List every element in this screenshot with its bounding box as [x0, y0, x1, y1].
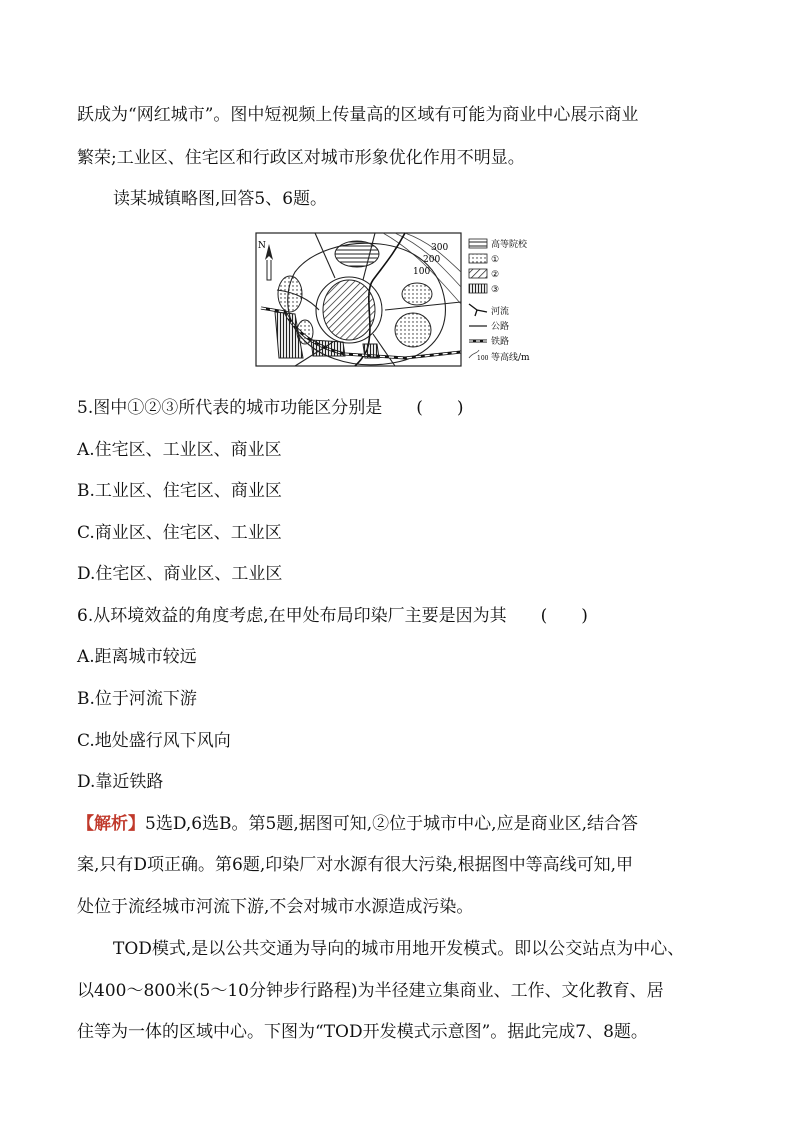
- legend-university-swatch: [469, 239, 487, 248]
- contour-label-300: 300: [431, 243, 449, 253]
- university-zone: [335, 241, 379, 267]
- legend-contour: 等高线/m: [491, 353, 530, 363]
- legend-university: 高等院校: [491, 240, 528, 250]
- legend-zone-2-swatch: [469, 269, 487, 278]
- zone-1-east: [402, 283, 432, 305]
- zone-3-south: [311, 340, 345, 356]
- q6-option-a: A.距离城市较远: [77, 647, 197, 667]
- legend-zone-1: ①: [491, 255, 500, 265]
- analysis-text-1: 5选D,6选B。第5题,据图可知,②位于城市中心,应是商业区,结合答: [145, 814, 638, 834]
- tod-line-2: 以400～800米(5～10分钟步行路程)为半径建立集商业、工作、文化教育、居: [77, 981, 664, 1001]
- q5-option-d: D.住宅区、商业区、工业区: [77, 564, 283, 584]
- town-map-figure: [255, 232, 555, 368]
- zone-3-river: [363, 344, 379, 358]
- q6-stem: 6.从环境效益的角度考虑,在甲处布局印染厂主要是因为其 ( ): [77, 606, 588, 626]
- contour-label-100: 100: [413, 267, 431, 277]
- tod-line-1: TOD模式,是以公共交通为导向的城市用地开发模式。即以公交站点为中心、: [113, 939, 685, 959]
- legend-contour-value: 100: [477, 355, 489, 362]
- legend-road: 公路: [491, 322, 510, 332]
- q5-stem: 5.图中①②③所代表的城市功能区分别是 ( ): [77, 398, 464, 418]
- legend-river: 河流: [491, 307, 510, 317]
- map-legend: [469, 238, 530, 363]
- legend-river-icon: [469, 304, 487, 316]
- analysis-tag: 【解析】: [77, 814, 145, 834]
- q5-option-c: C.商业区、住宅区、工业区: [77, 523, 282, 543]
- legend-zone-3-swatch: [469, 284, 487, 293]
- analysis-line-1: [77, 812, 638, 836]
- intro-line-1: 跃成为“网红城市”。图中短视频上传量高的区域有可能为商业中心展示商业: [77, 105, 639, 125]
- zone-1-southeast: [395, 313, 431, 347]
- q6-option-c: C.地处盛行风下风向: [77, 731, 231, 751]
- analysis-line-2: 案,只有D项正确。第6题,印染厂对水源有很大污染,根据图中等高线可知,甲: [77, 855, 634, 875]
- zone-2-center: [323, 280, 375, 340]
- legend-railway: 铁路: [491, 337, 510, 347]
- q6-option-d: D.靠近铁路: [77, 772, 164, 792]
- intro-line-2: 繁荣;工业区、住宅区和行政区对城市形象优化作用不明显。: [77, 148, 525, 168]
- map-lead-text: 读某城镇略图,回答5、6题。: [113, 189, 328, 209]
- q5-option-a: A.住宅区、工业区、商业区: [77, 440, 282, 460]
- contour-label-200: 200: [423, 255, 441, 265]
- zone-1-west: [278, 276, 302, 312]
- analysis-line-3: 处位于流经城市河流下游,不会对城市水源造成污染。: [77, 897, 474, 917]
- tod-line-3: 住等为一体的区域中心。下图为“TOD开发模式示意图”。据此完成7、8题。: [77, 1022, 648, 1042]
- q5-option-b: B.工业区、住宅区、商业区: [77, 481, 282, 501]
- legend-zone-1-swatch: [469, 254, 487, 263]
- q6-option-b: B.位于河流下游: [77, 689, 197, 709]
- legend-zone-2: ②: [491, 270, 500, 280]
- legend-zone-3: ③: [491, 285, 500, 295]
- north-label: N: [258, 241, 266, 251]
